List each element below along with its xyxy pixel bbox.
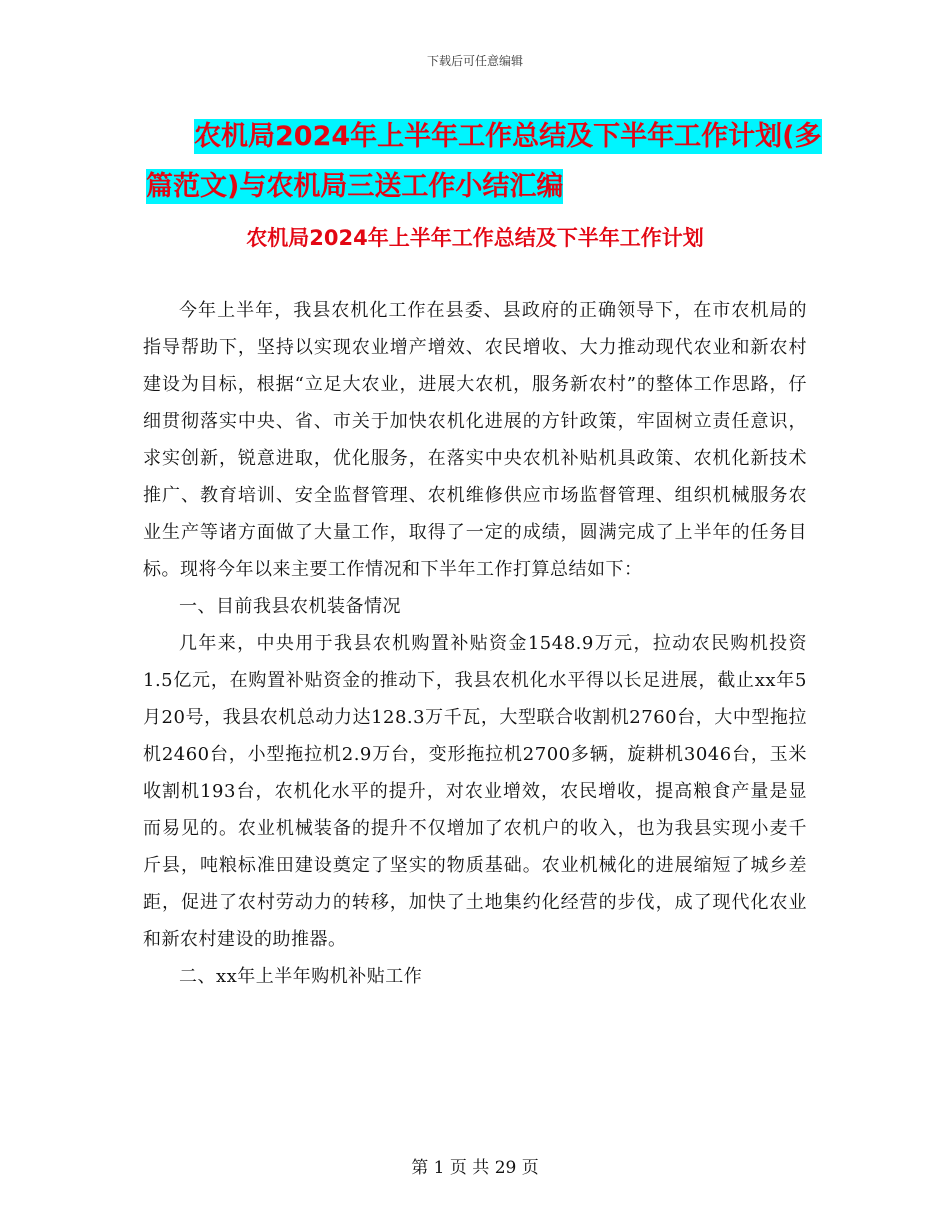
page-number: 第 1 页 共 29 页	[411, 1158, 539, 1178]
paragraph-equipment: 几年来，中央用于我县农机购置补贴资金1548.9万元，拉动农民购机投资1.5亿元，在购置补贴资金的推动下，我县农机化水平得以长足进展，截止xx年5月20号，我县农机总动力达128.3万千瓦，大型联合收割机2760台，大中型拖拉机2460台，小型拖拉机2.9万台，变形拖拉机2700多辆，旋耕机3046台，玉米收割机193台，农机化水平的提升，对农业增效，农民增收，提高粮食产量是显而易见的。农业机械装备的提升不仅增加了农机户的收入，也为我县实现小麦千斤县，吨粮标准田建设奠定了坚实的物质基础。农业机械化的进展缩短了城乡差距，促进了农村劳动力的转移，加快了土地集约化经营的步伐，成了现代化农业和新农村建设的助推器。	[143, 633, 807, 950]
document-title-line-2	[146, 162, 826, 212]
heading-subsidy: 二、xx年上半年购机补贴工作	[179, 966, 423, 987]
paragraph-intro: 今年上半年，我县农机化工作在县委、县政府的正确领导下，在市农机局的指导帮助下，坚持以实现农业增产增效、农民增收、大力推动现代农业和新农村建设为目标，根据“立足大农业，进展大农机，服务新农村”的整体工作思路，仔细贯彻落实中央、省、市关于加快农机化进展的方针政策，牢固树立责任意识，求实创新，锐意进取，优化服务，在落实中央农机补贴机具政策、农机化新技术推广、教育培训、安全监督管理、农机维修供应市场监督管理、组织机械服务农业生产等诸方面做了大量工作，取得了一定的成绩，圆满完成了上半年的任务目标。现将今年以来主要工作情况和下半年工作打算总结如下：	[143, 300, 807, 580]
page-header-note: 下载后可任意编辑	[426, 54, 523, 68]
document-title	[146, 112, 826, 212]
title-highlight: 农机局2024年上半年工作总结及下半年工作计划(多	[194, 121, 822, 152]
document-body	[143, 292, 807, 995]
section-title: 农机局2024年上半年工作总结及下半年工作计划	[246, 226, 704, 250]
document-title-line-1	[146, 112, 826, 162]
title-highlight: 篇范文)与农机局三送工作小结汇编	[146, 171, 564, 202]
heading-equipment: 一、目前我县农机装备情况	[179, 596, 401, 617]
